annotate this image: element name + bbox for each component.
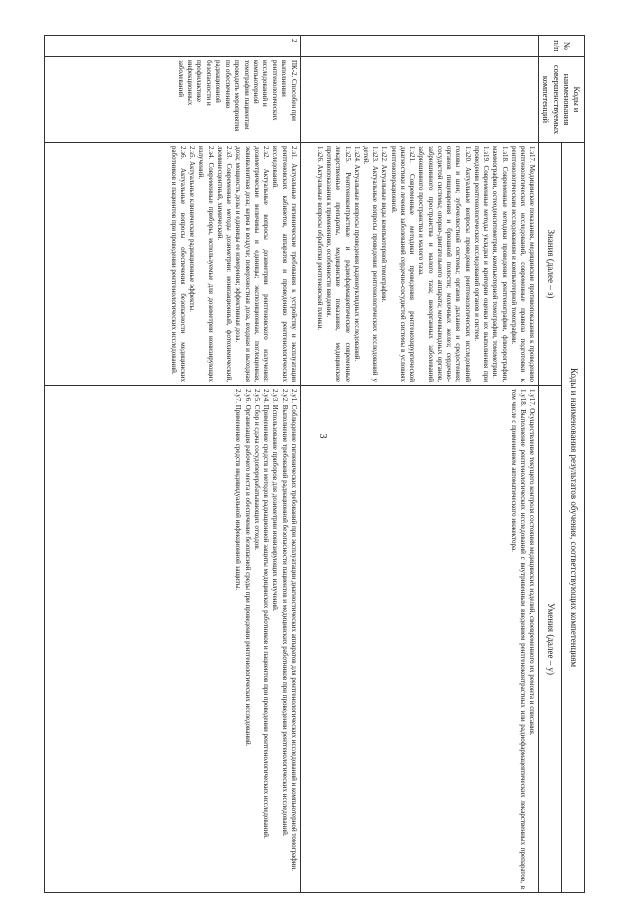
knowledge-item: 2.з2. Актуальные вопросы дозиметрии рентгеновского излучения: дозиметрические величины и единицы; экспозиционная, поглощенная, эквивалентная доза; керма в воздухе; поверхностная доза, входная и выходная доза; мощность дозы и единицы ее измерения; эффективная доза.: [234, 146, 271, 382]
knowledge-item: 1.з23. Актуальные вопросы проведения рентгенологических исследований у детей.: [362, 146, 380, 382]
skill-item: 2.у3. Использование приборов для дозиметрии ионизирующих излучений.: [271, 389, 280, 612]
header-skills: Умения (далее – у): [539, 386, 562, 893]
knowledge-item: 1.з24. Актуальные вопросы проведения радионуклидных исследований.: [352, 146, 361, 362]
knowledge-item: 1.з17. Медицинские показания, медицинские противопоказания к проведению рентгенологических исследований, современные правила подготовки к рентгенологическим исследованиям и компьютерной томографии.: [509, 146, 537, 382]
row-number: [300, 36, 538, 57]
skill-item: 2.у5. Сбор и сдача сосудоперерабатывающих отходов.: [252, 389, 261, 551]
knowledge-cell: [45, 143, 301, 386]
skill-item: 2.у7. Применение средств индивидуальной инфекционной защиты.: [234, 389, 243, 591]
rotated-table-wrapper: [50, 35, 585, 893]
skill-item: 1.у17. Осуществление текущего контроля состояния медицинских изделий, своевременного их ремонта и списания.: [528, 389, 537, 736]
competency-code: ПК-2. Способен при выполнении рентгенологических исследований и компьютерной томографии пациентам проводить мероприятия по обеспечению радиационной безопасности и профилактике инфекционных заболеваний: [45, 57, 301, 143]
knowledge-item: 1.з26. Актуальные вопросы обработки рентгеновской пленки.: [315, 146, 324, 331]
skill-item: 2.у6. Организация рабочего места и обеспечение безопасной среды при проведении рентгенологических исследований.: [243, 389, 252, 747]
knowledge-item: 1.з22. Актуальные виды компьютерной томографии.: [380, 146, 389, 303]
table-row: [45, 36, 301, 893]
skill-item: 2.у2. Выполнение требований радиационной безопасности пациентов и медицинских работников при проведении рентгенологических исследований.: [280, 389, 289, 837]
knowledge-item: 1.з18. Современные методики проведения рентгенографии, флюорографии, маммографии, остеоденситометрии, компьютерной томографии, томометрии.: [491, 146, 509, 382]
knowledge-item: 2.з6. Актуальные вопросы обеспечения безопасности медицинских работников и пациентов при проведении рентгенологических исследований.: [169, 146, 187, 382]
header-knowledge: Знания (далее – з): [539, 143, 562, 386]
skill-item: 2.у1. Соблюдение гигиенических требований при эксплуатации диагностических аппаратов для рентгенологических исследований и компьютерной томографии.: [289, 389, 298, 871]
competency-code: [300, 57, 538, 143]
header-learning-results: Коды и наименования результатов обучения, соответствующих компетенциям: [562, 143, 585, 893]
knowledge-item: 2.з4. Современные приборы, используемые для дозиметрии ионизирующих излучений.: [197, 146, 215, 382]
knowledge-item: 2.з3. Современные методы дозиметрии: ионизационный, фотохимический, люминесцентный, химический.: [215, 146, 234, 382]
row-number: 2: [45, 36, 301, 57]
knowledge-item: 2.з1. Актуальные гигиенические требования к устройству и эксплуатации рентгеновских кабинетов, аппаратов и проведению рентгенологических исследований.: [271, 146, 298, 382]
knowledge-item: 1.з20. Актуальные вопросы проведения рентгенологических исследований головы и шеи; зубочелюстной системы; органов дыхания и средостения; органов пищеварения и брюшной полости; молочных желез; сердечно-сосудистой системы; опорно-двигательного аппарата; мочевыводных органов, забрюшинного пространства и малого таза; внеорганных заболеваний забрюшинного пространства и малого таза.: [417, 146, 472, 382]
header-competency-codes: Коды и наименования совершенствуемых компетенций: [539, 57, 585, 143]
knowledge-item: 1.з19. Современные методы укладки и критерии оценки их выполнения при проведении рентгенологических исследований органов и систем.: [472, 146, 491, 382]
page-number: 3: [317, 433, 328, 439]
knowledge-cell: [300, 143, 538, 386]
knowledge-item: 1.з25. Рентгеноконтрастные и радиофармацевтические современные лекарственные препараты, медицинские показания, медицинские противопоказания к применению, особенности введения.: [325, 146, 352, 382]
skills-cell: [300, 386, 538, 893]
skill-item: 1.у18. Выполнение рентгенологических исследований с внутривенным введением рентгеноконтрастных или радиофармацевтических лекарственных препаратов, в том числе с применением автоматического инжектора.: [509, 389, 528, 889]
skill-item: 2.у4. Применение средств и методов радиационной защиты медицинских работников и пациентов при проведении рентгенологических исследований.: [262, 389, 271, 839]
skills-cell: [45, 386, 301, 893]
header-number: № п/п: [539, 36, 585, 57]
knowledge-item: 2.з5. Актуальные клинические радиационные эффекты.: [188, 146, 197, 312]
competency-table: [44, 35, 585, 893]
table-row: [300, 36, 538, 893]
knowledge-item: 1.з21. Современные методики проведения рентгенохирургической диагностики и лечения заболеваний сердечно-сосудистой системы в условиях рентгеноперационной.: [389, 146, 417, 382]
